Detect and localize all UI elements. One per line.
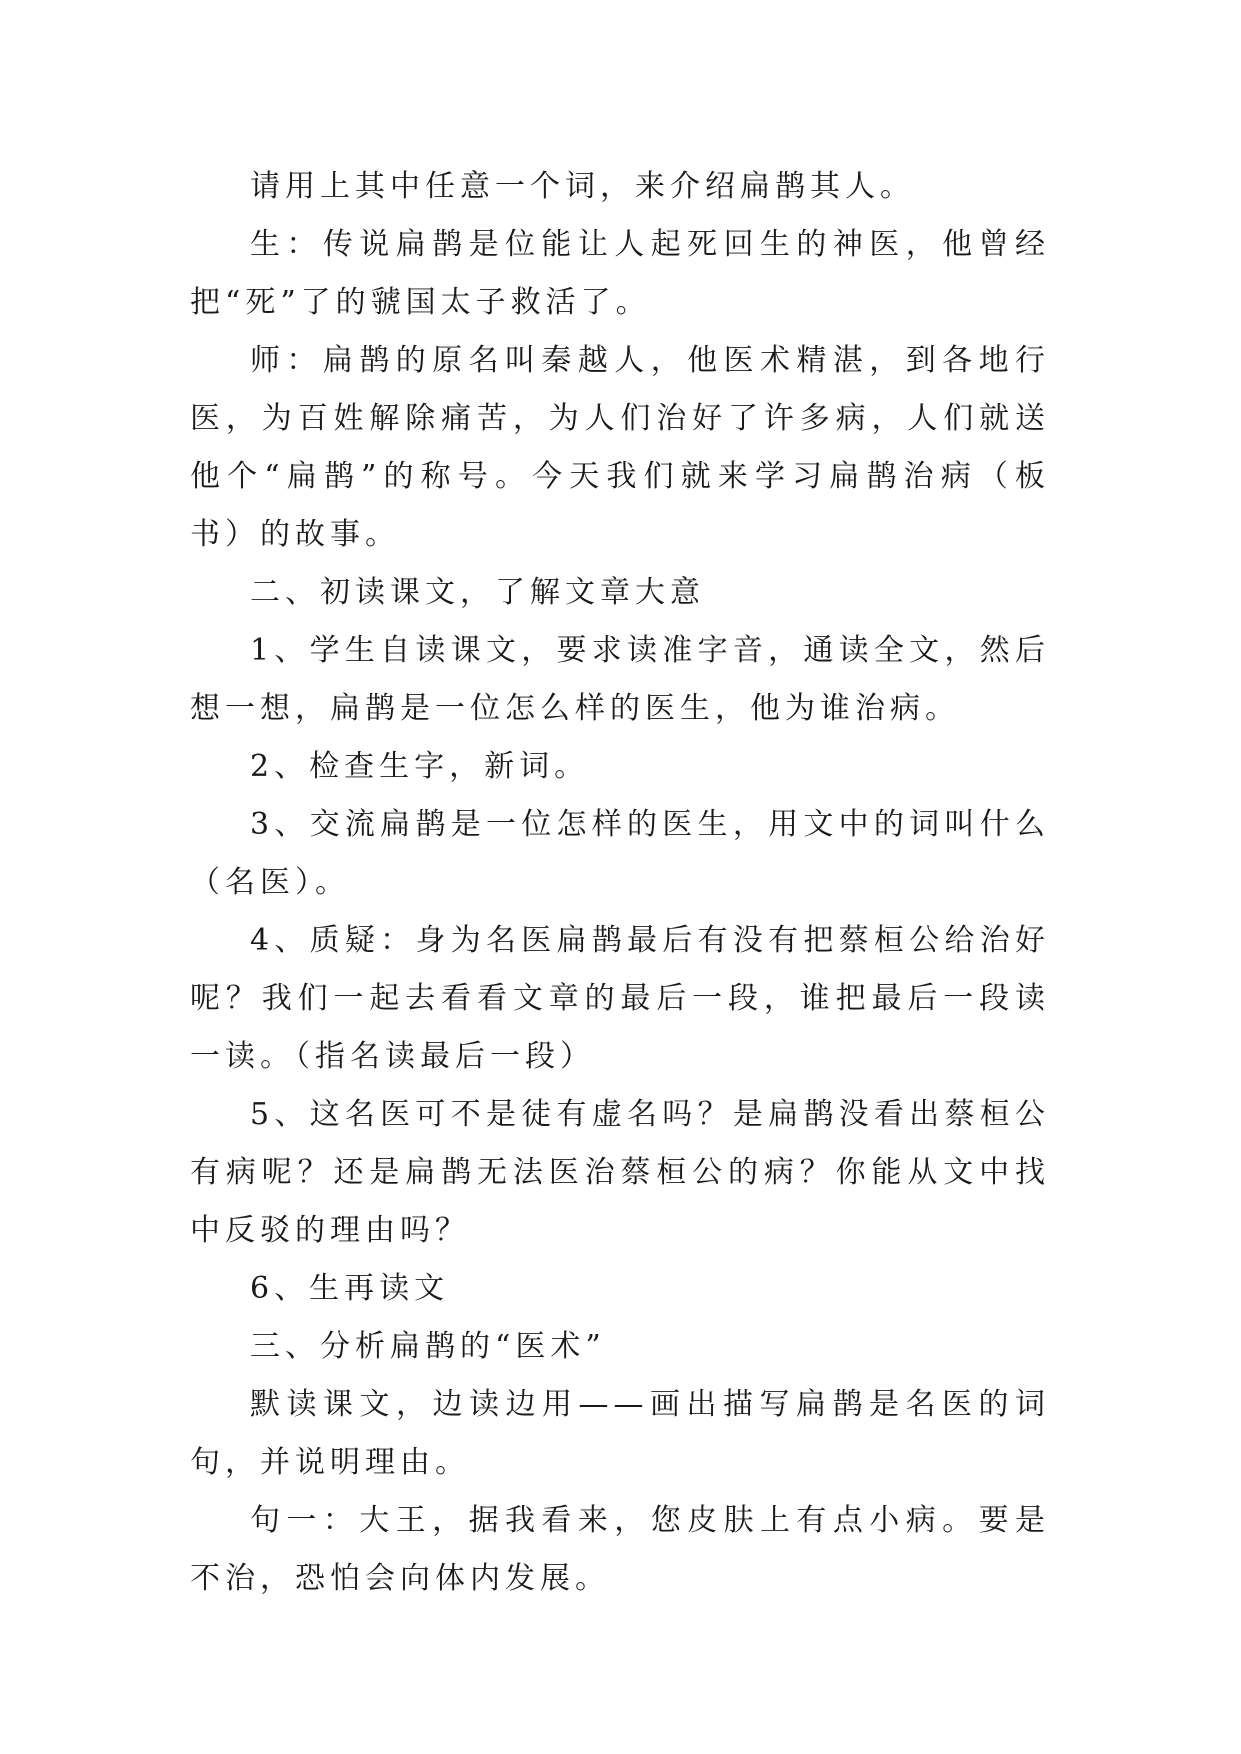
paragraph: 1、学生自读课文，要求读准字音，通读全文，然后想一想，扁鹊是一位怎么样的医生，他为谁治病。 [190, 633, 1050, 726]
paragraph: 师：扁鹊的原名叫秦越人，他医术精湛，到各地行医，为百姓解除痛苦，为人们治好了许多病，人们就送他个“扁鹊”的称号。今天我们就来学习扁鹊治病（板书）的故事。 [190, 343, 1050, 552]
paragraph: 请用上其中任意一个词，来介绍扁鹊其人。 [250, 169, 915, 204]
paragraph: 3、交流扁鹊是一位怎样的医生，用文中的词叫什么（名医）。 [190, 807, 1050, 900]
paragraph: 5、这名医可不是徒有虚名吗？是扁鹊没看出蔡桓公有病呢？还是扁鹊无法医治蔡桓公的病？你能从文中找中反驳的理由吗？ [190, 1097, 1050, 1248]
paragraph: 4、质疑：身为名医扁鹊最后有没有把蔡桓公给治好呢？我们一起去看看文章的最后一段，谁把最后一段读一读。（指名读最后一段） [190, 923, 1050, 1074]
document-body [190, 158, 1050, 1608]
paragraph: 6、生再读文 [250, 1271, 450, 1306]
paragraph: 2、检查生字，新词。 [250, 749, 590, 784]
paragraph: 生：传说扁鹊是位能让人起死回生的神医，他曾经把“死”了的虢国太子救活了。 [190, 227, 1050, 320]
paragraph: 句一：大王，据我看来，您皮肤上有点小病。要是不治，恐怕会向体内发展。 [190, 1503, 1050, 1596]
section-heading: 三、分析扁鹊的“医术” [250, 1329, 606, 1364]
section-heading: 二、初读课文，了解文章大意 [250, 575, 705, 610]
paragraph: 默读课文，边读边用——画出描写扁鹊是名医的词句，并说明理由。 [190, 1387, 1050, 1480]
